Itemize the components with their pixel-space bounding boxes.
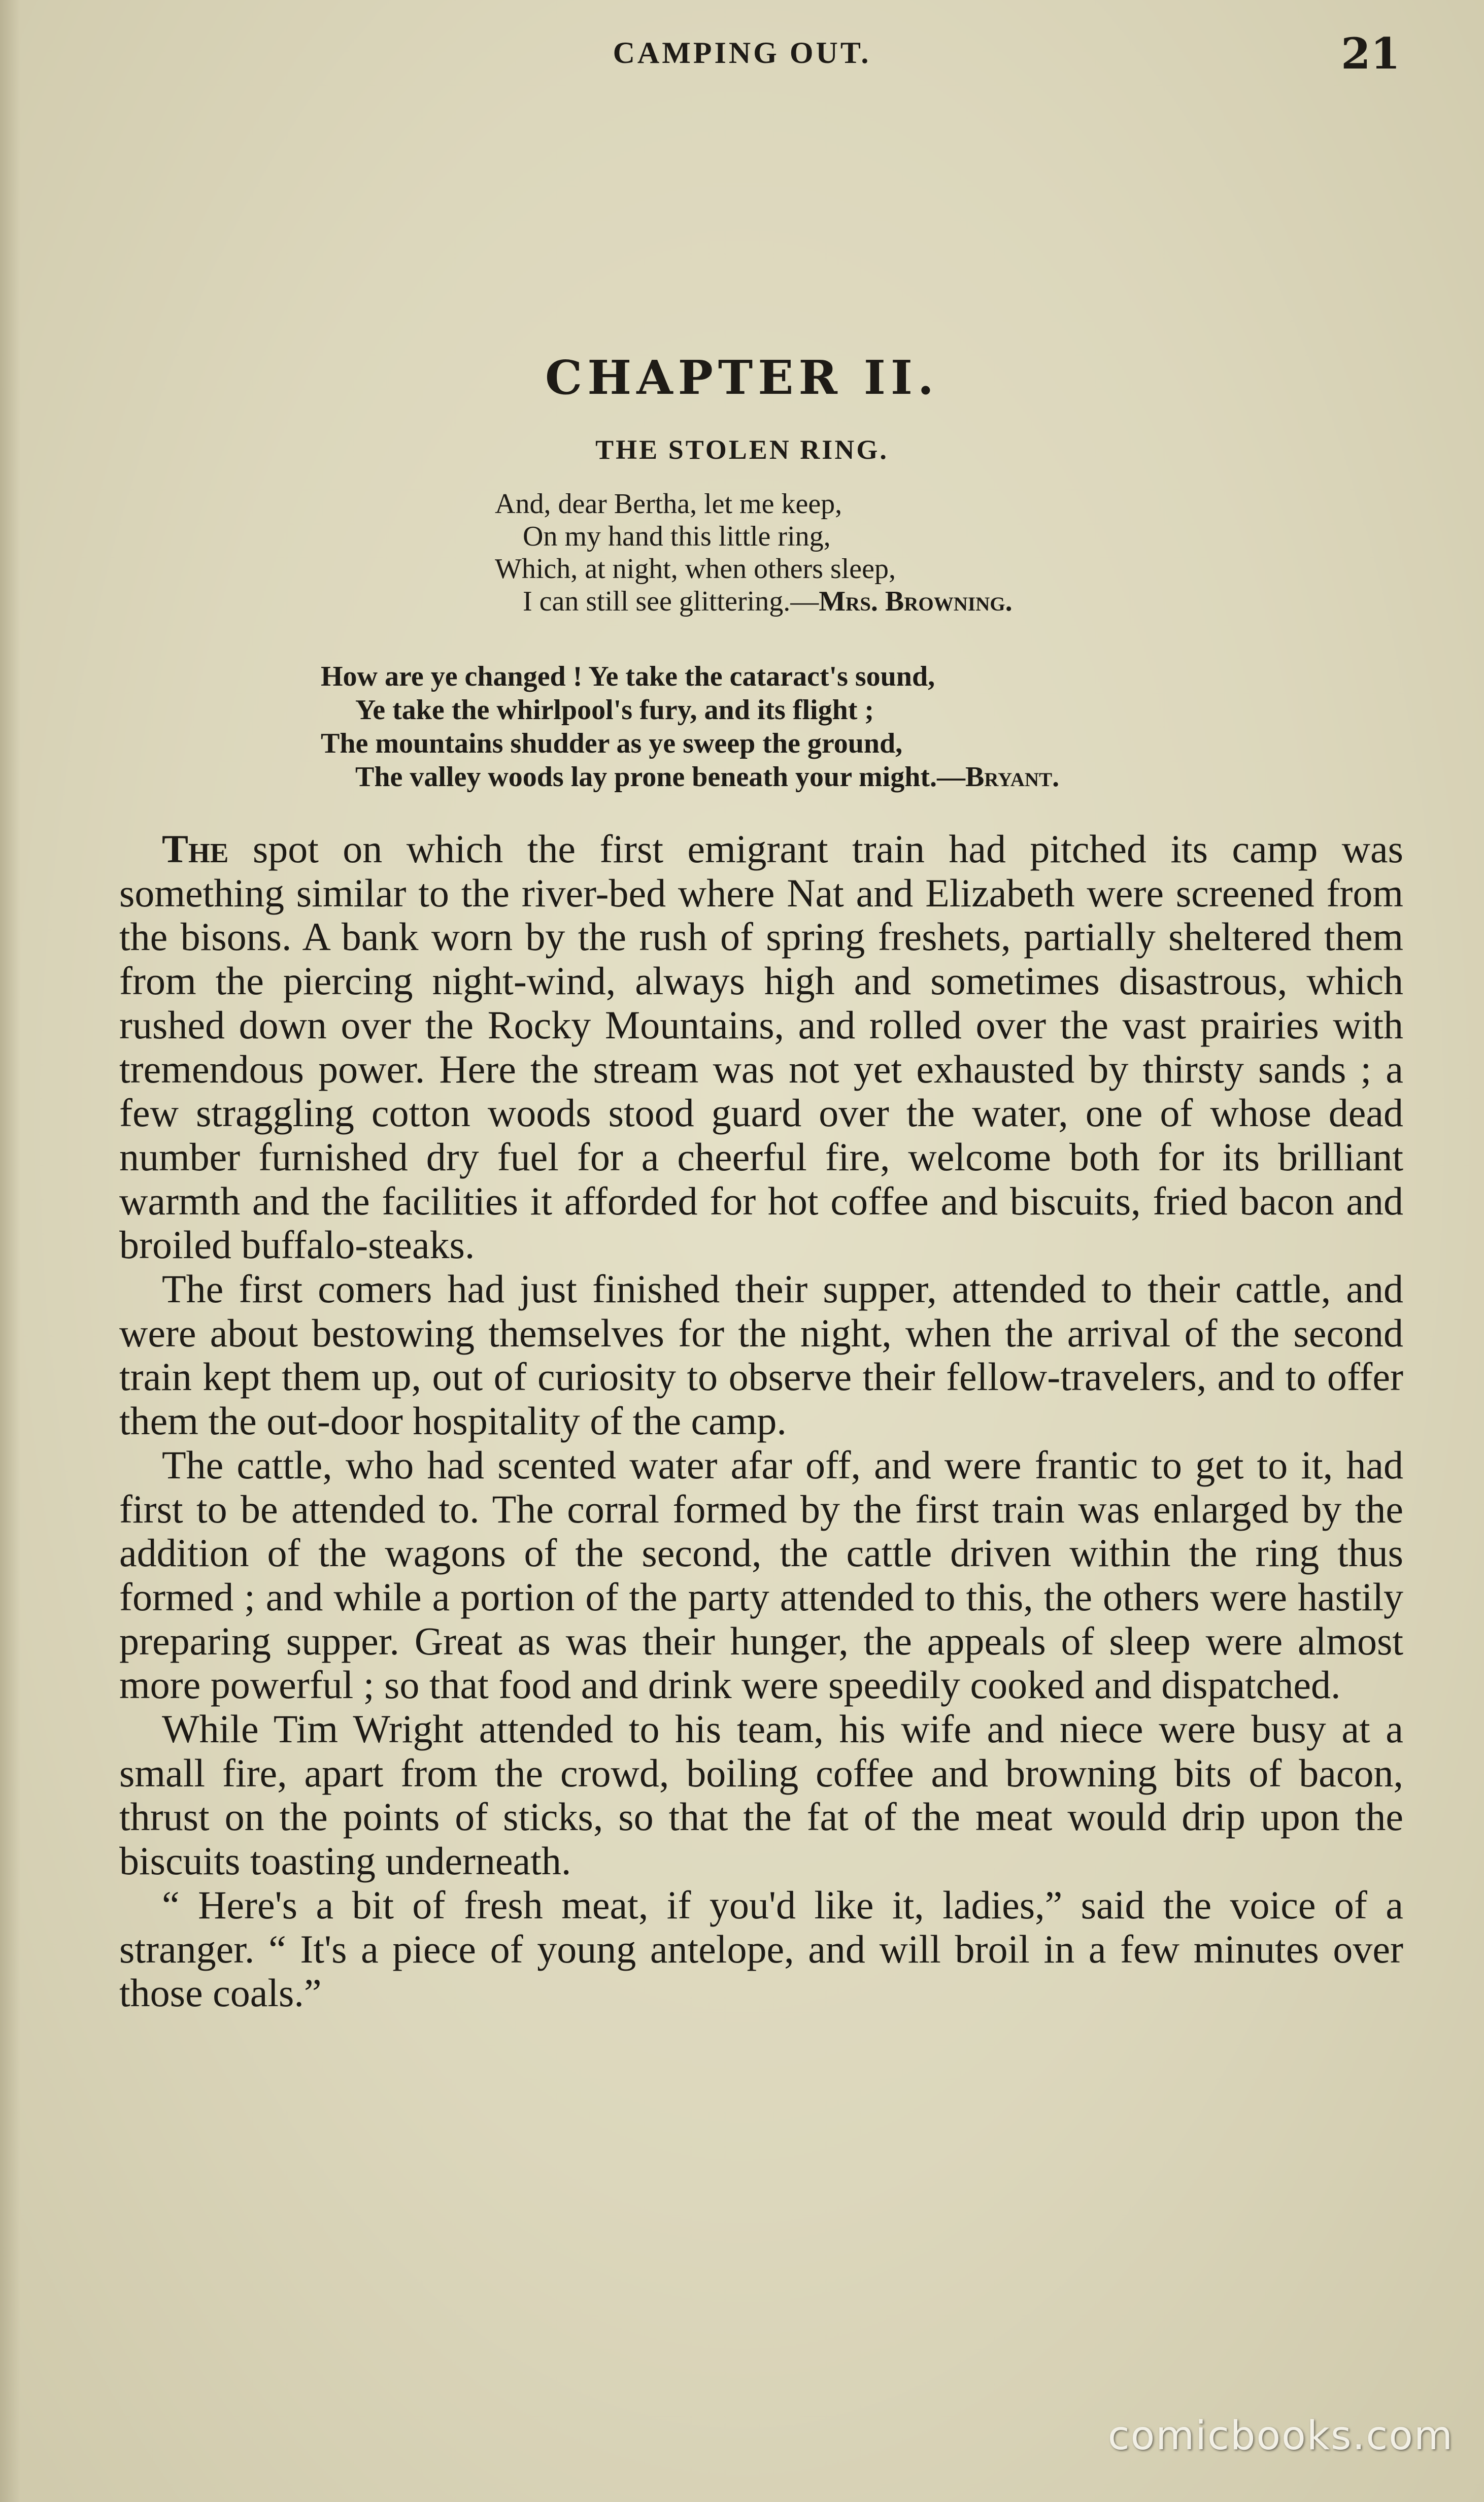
epigraph-line: And, dear Bertha, let me keep, xyxy=(495,488,842,520)
page-number: 21 xyxy=(1341,28,1400,79)
epigraph-line: The mountains shudder as ye sweep the ground, xyxy=(321,728,903,759)
epigraph-line-text: I can still see glittering.— xyxy=(523,586,819,617)
epigraph-attribution: Mrs. Browning. xyxy=(819,586,1013,617)
paragraph: “ Here's a bit of fresh meat, if you'd like it, ladies,” said the voice of a stranger. “ It's a piece of young antelope, and will broil in a few minutes over those coals.” xyxy=(119,1882,1403,2015)
site-watermark: comicbooks.com xyxy=(1107,2413,1454,2459)
epigraph-line xyxy=(523,585,1013,618)
epigraph-line xyxy=(355,760,1059,794)
chapter-body xyxy=(119,827,1403,2015)
epigraph-line: How are ye changed ! Ye take the cataract's sound, xyxy=(321,661,935,692)
paragraph: The first comers had just finished their supper, attended to their cattle, and were about bestowing themselves for the night, when the arrival of the second train kept them up, out of curiosity to observe their fellow-travelers, and to offer them the out-door hospitality of the camp. xyxy=(119,1267,1403,1443)
epigraph-line: Which, at night, when others sleep, xyxy=(495,553,896,585)
paragraph xyxy=(119,827,1403,1267)
paragraph: While Tim Wright attended to his team, his wife and niece were busy at a small fire, apart from the crowd, boiling coffee and browning bits of bacon, thrust on the points of sticks, so that the fat of the meat would drip upon the biscuits toasting underneath. xyxy=(119,1707,1403,1883)
running-head xyxy=(0,28,1484,79)
paragraph-lead-word: The xyxy=(162,827,229,871)
epigraph-line-text: The valley woods lay prone beneath your might.— xyxy=(355,761,966,793)
paragraph: The cattle, who had scented water afar off, and were frantic to get to it, had first to be attended to. The corral formed by the first train was enlarged by the addition of the wagons of the second, the cattle driven within the ring thus formed ; and while a portion of the party attended to this, the others were hastily preparing supper. Great as was their hunger, the appeals of sleep were almost more powerful ; so that food and drink were speedily cooked and dispatched. xyxy=(119,1442,1403,1707)
epigraph-line: On my hand this little ring, xyxy=(523,521,831,552)
chapter-title: CHAPTER II. xyxy=(545,350,939,405)
chapter-subtitle: THE STOLEN RING. xyxy=(595,434,889,465)
running-title: CAMPING OUT. xyxy=(613,36,871,70)
epigraph-attribution: Bryant. xyxy=(965,761,1060,793)
epigraph-line: Ye take the whirlpool's fury, and its flight ; xyxy=(355,694,874,726)
paragraph-text: spot on which the first emigrant train had pitched its camp was something similar to the river-bed where Nat and Elizabeth were screened from the bisons. A bank worn by the rush of spring freshets, partially sheltered them from the piercing night-wind, always high and sometimes disastrous, which rushed down over the Rocky Mountains, and rolled over the vast prairies with tremendous power. Here the stream was not yet exhausted by thirsty sands ; a few straggling cotton woods stood guard over the water, one of whose dead number furnished dry fuel for a cheerful fire, welcome both for its brilliant warmth and the facilities it afforded for hot coffee and biscuits, fried bacon and broiled buffalo-steaks. xyxy=(119,827,1404,1267)
